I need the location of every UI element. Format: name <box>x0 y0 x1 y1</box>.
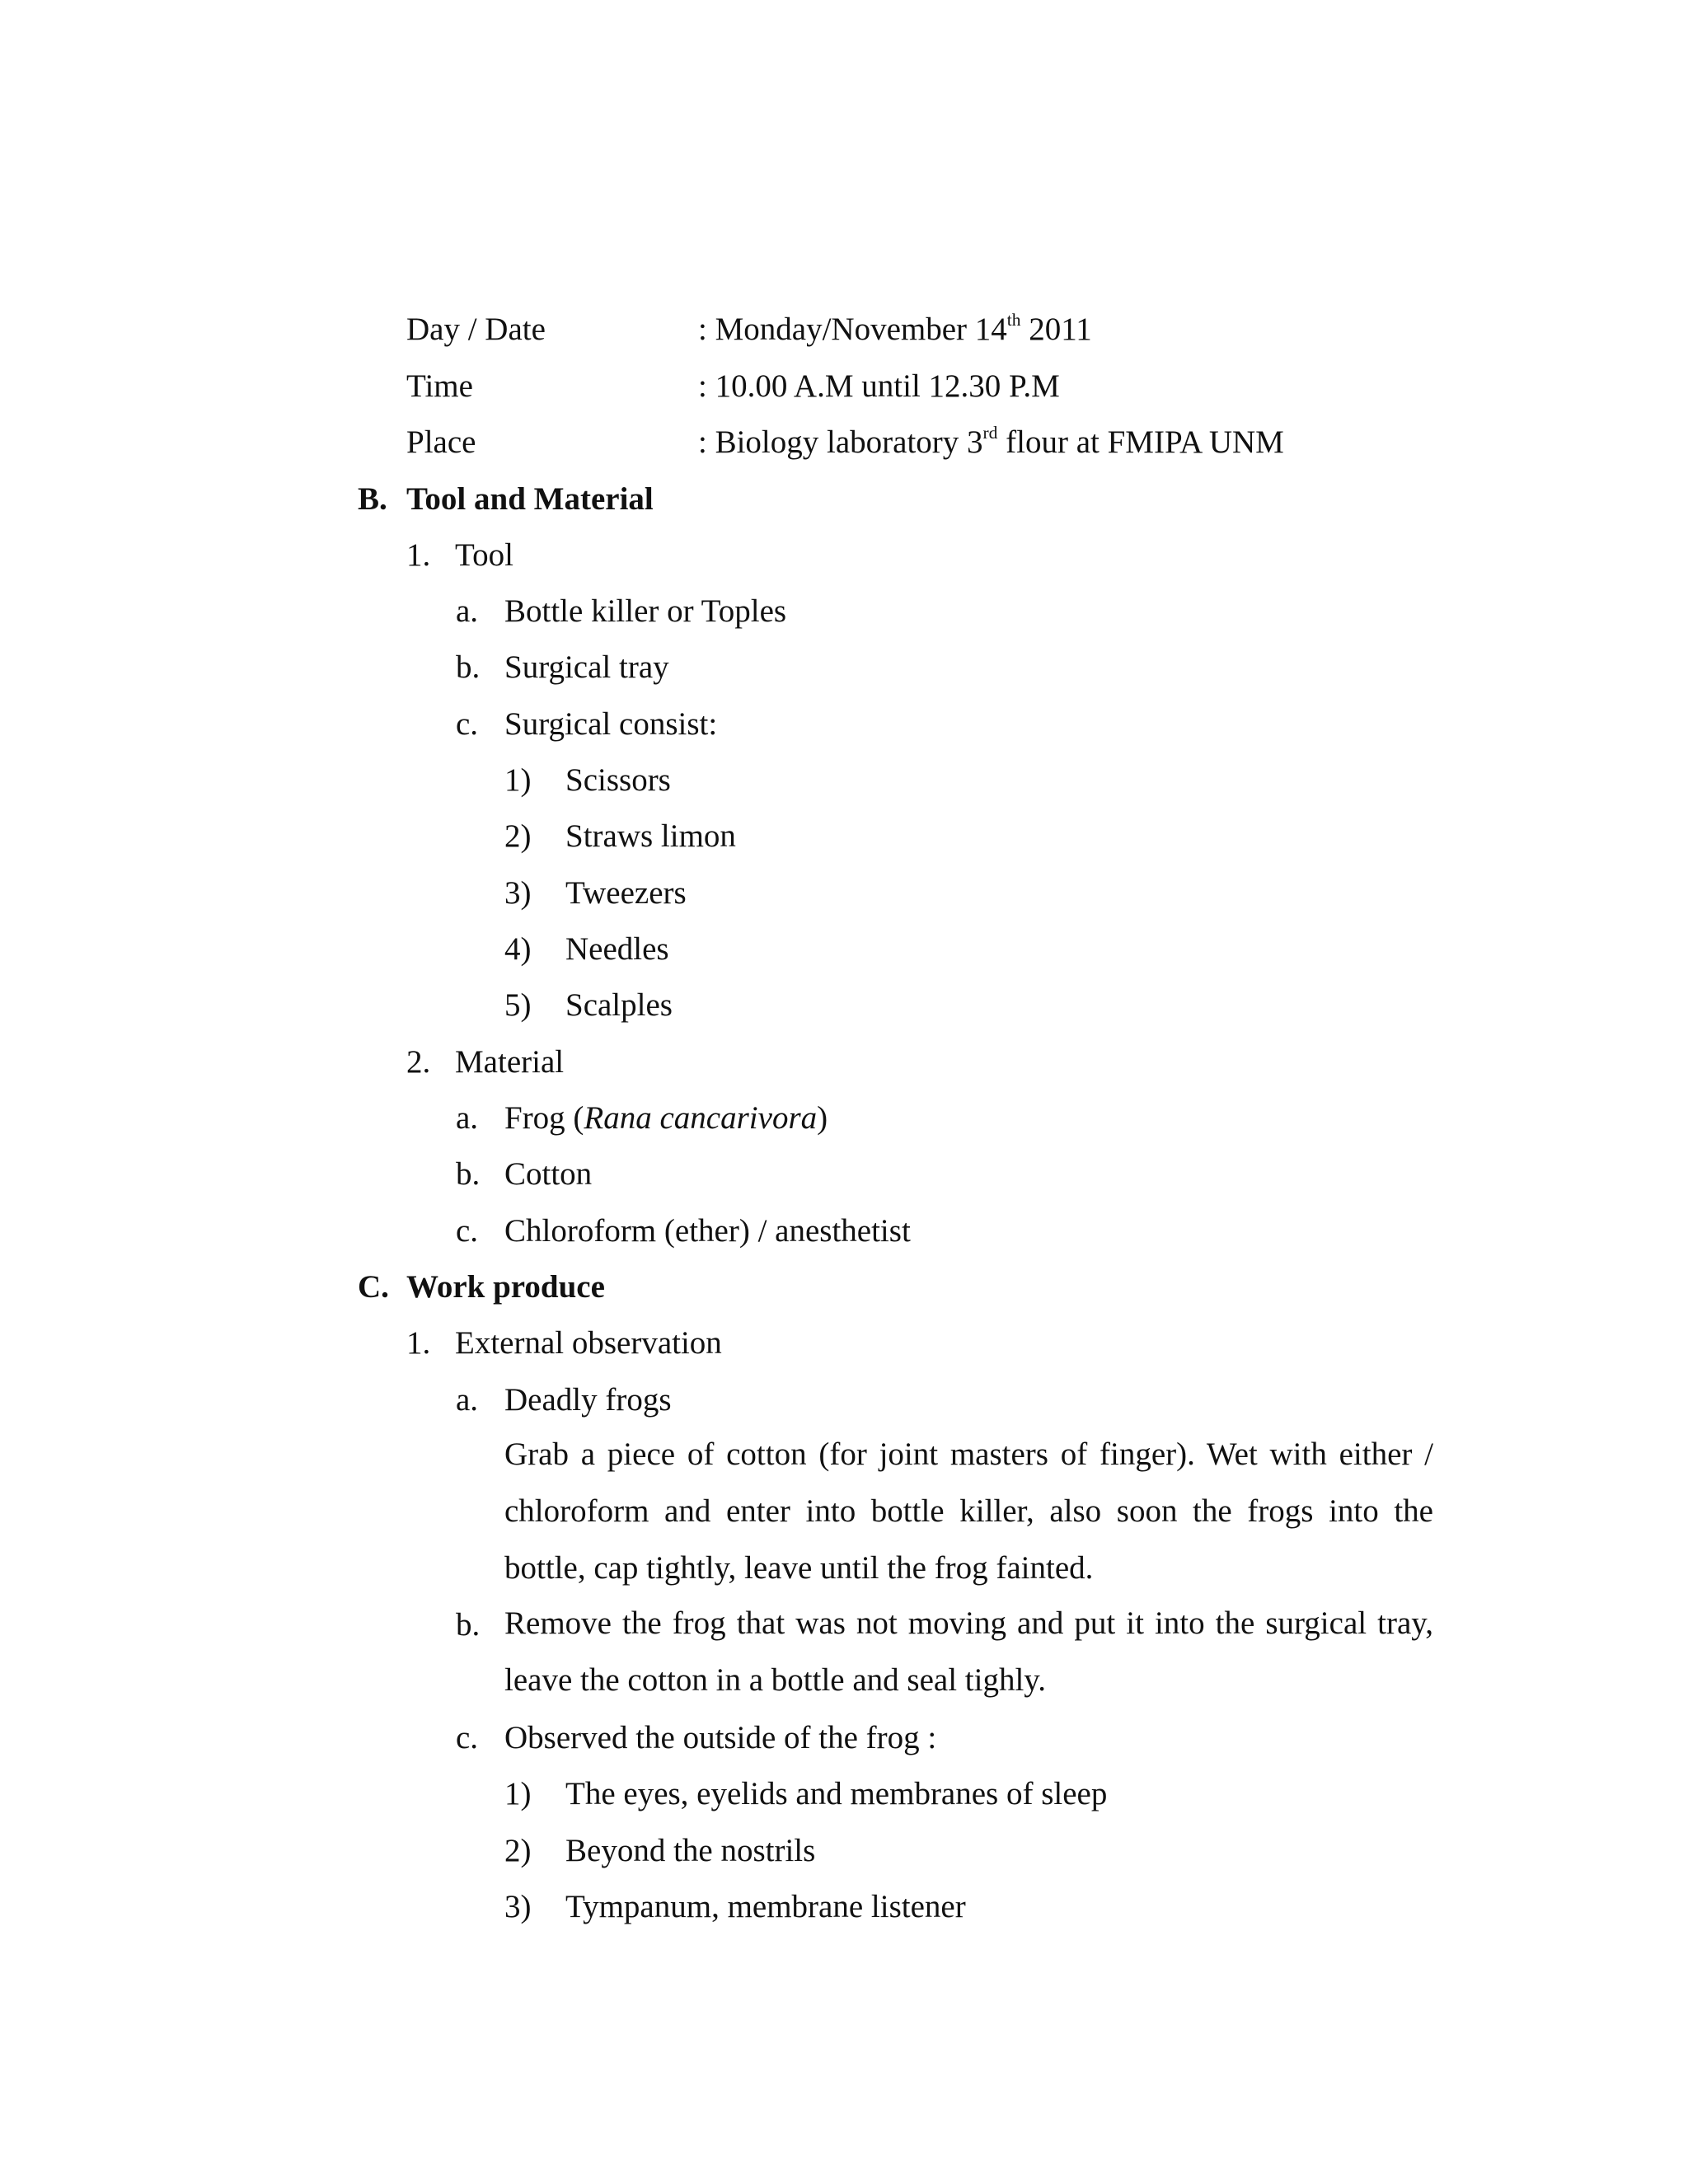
tool-title: Tool <box>455 537 513 573</box>
time-label: Time <box>406 368 473 404</box>
material-item-a-marker: a. <box>456 1100 479 1136</box>
material-item-a-pre: Frog ( <box>504 1100 584 1136</box>
surgical-sub-5-marker: 5) <box>504 987 532 1023</box>
deadly-frogs-paragraph <box>504 1426 1433 1596</box>
external-item-c: Observed the outside of the frog : <box>504 1720 937 1755</box>
observe-sub-2: Beyond the nostrils <box>565 1833 816 1868</box>
external-marker: 1. <box>406 1325 431 1361</box>
surgical-sub-2-marker: 2) <box>504 818 532 854</box>
paragraph-line-3: bottle, cap tightly, leave until the frog fainted. <box>504 1550 1094 1586</box>
external-item-a: Deadly frogs <box>504 1382 672 1418</box>
item-b-line-2: leave the cotton in a bottle and seal tighly. <box>504 1662 1047 1698</box>
tool-item-c: Surgical consist: <box>504 706 718 742</box>
tool-marker: 1. <box>406 537 431 573</box>
material-item-b-marker: b. <box>456 1156 481 1192</box>
section-c-marker: C. <box>358 1269 389 1305</box>
place-text-end: flour at FMIPA UNM <box>997 424 1284 460</box>
surgical-sub-3-marker: 3) <box>504 875 532 911</box>
surgical-sub-1-marker: 1) <box>504 762 532 798</box>
section-b-marker: B. <box>358 481 387 517</box>
observe-sub-2-marker: 2) <box>504 1833 532 1868</box>
surgical-sub-4-marker: 4) <box>504 931 532 967</box>
day-date-sup: th <box>1006 309 1021 330</box>
place-sup: rd <box>982 422 998 443</box>
item-b-line-1: Remove the frog that was not moving and put it into the surgical tray, <box>504 1605 1433 1641</box>
material-item-a-species: Rana cancarivora <box>584 1100 818 1136</box>
material-item-a <box>504 1102 828 1134</box>
material-item-c: Chloroform (ether) / anesthetist <box>504 1213 911 1249</box>
place-text: : Biology laboratory 3 <box>698 424 983 460</box>
material-title: Material <box>455 1044 565 1080</box>
paragraph-line-2: chloroform and enter into bottle killer, also soon the frogs into the <box>504 1493 1433 1529</box>
time-value: : 10.00 A.M until 12.30 P.M <box>698 368 1060 404</box>
surgical-sub-1: Scissors <box>565 762 671 798</box>
tool-item-b: Surgical tray <box>504 649 669 685</box>
tool-item-c-marker: c. <box>456 706 479 742</box>
external-item-b-marker: b. <box>456 1607 481 1643</box>
observe-sub-3-marker: 3) <box>504 1889 532 1924</box>
day-date-label: Day / Date <box>406 312 546 347</box>
tool-item-a-marker: a. <box>456 593 479 629</box>
external-title: External observation <box>455 1325 722 1361</box>
tool-item-a: Bottle killer or Toples <box>504 593 787 629</box>
surgical-sub-3: Tweezers <box>565 875 687 911</box>
day-date-text: : Monday/November 14 <box>698 312 1007 347</box>
section-c-title: Work produce <box>406 1269 605 1305</box>
external-item-a-marker: a. <box>456 1382 479 1418</box>
section-b-title: Tool and Material <box>406 481 654 517</box>
observe-sub-1-marker: 1) <box>504 1776 532 1811</box>
paragraph-line-1: Grab a piece of cotton (for joint masters of finger). Wet with either / <box>504 1436 1433 1472</box>
surgical-sub-4: Needles <box>565 931 669 967</box>
surgical-sub-5: Scalples <box>565 987 673 1023</box>
material-marker: 2. <box>406 1044 431 1080</box>
material-item-a-post: ) <box>817 1100 828 1136</box>
external-item-b <box>504 1595 1433 1708</box>
place-value <box>698 422 1284 460</box>
surgical-sub-2: Straws limon <box>565 818 736 854</box>
material-item-b: Cotton <box>504 1156 593 1192</box>
observe-sub-3: Tympanum, membrane listener <box>565 1889 966 1924</box>
day-date-value <box>698 309 1092 347</box>
day-date-year: 2011 <box>1020 312 1092 347</box>
tool-item-b-marker: b. <box>456 649 481 685</box>
material-item-c-marker: c. <box>456 1213 479 1249</box>
observe-sub-1: The eyes, eyelids and membranes of sleep <box>565 1776 1108 1811</box>
external-item-c-marker: c. <box>456 1720 479 1755</box>
place-label: Place <box>406 424 476 460</box>
